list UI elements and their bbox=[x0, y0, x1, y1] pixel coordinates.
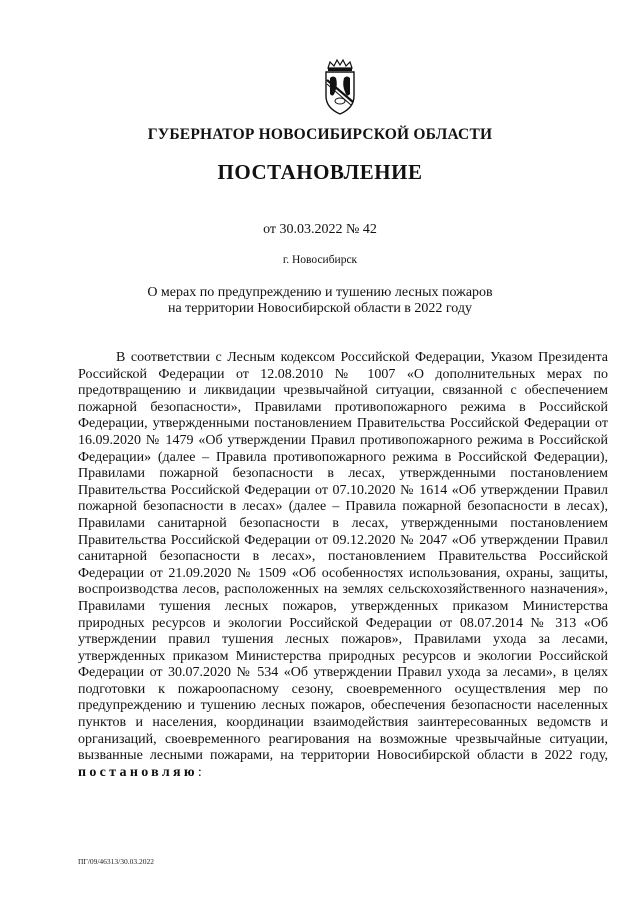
coat-of-arms-icon bbox=[318, 58, 362, 116]
date-and-number: от 30.03.2022 № 42 bbox=[263, 222, 377, 237]
preamble-section bbox=[78, 350, 608, 781]
document-type: ПОСТАНОВЛЕНИЕ bbox=[217, 160, 423, 184]
document-registration-code: ПГ/09/46313/30.03.2022 bbox=[78, 857, 155, 866]
subject-line-2: на территории Новосибирской области в 2022 году bbox=[167, 301, 473, 316]
city: г. Новосибирск bbox=[282, 254, 358, 266]
resolve-word: постановляю bbox=[78, 764, 198, 780]
subject-line-1: О мерах по предупреждению и тушению лесных пожаров bbox=[147, 285, 493, 300]
document-subject bbox=[0, 285, 640, 317]
preamble-text: В соответствии с Лесным кодексом Российской Федерации, Указом Президента Российской Федерации от 12.08.2010 № 1007 «О дополнительных мерах по предотвращению и ликвидации чрезвычайной ситуации, связанной с обеспечением пожарной безопасности», Правилами противопожарного режима в Российской Федерации, утвержденными постановлением Правительства Российской Федерации от 16.09.2020 № 1479 «Об утверждении Правил противопожарного режима в Российской Федерации» (далее – Правила противопожарного режима в Российской Федерации), Правилами пожарной безопасности в лесах, утвержденными постановлением Правительства Российской Федерации от 07.10.2020 № 1614 «Об утверждении Правил пожарной безопасности в лесах» (далее – Правила пожарной безопасности в лесах), Правилами санитарной безопасности в лесах, утвержденными постановлением Правительства Российской Федерации от 09.12.2020 № 2047 «Об утверждении Правил санитарной безопасности в лесах», постановлением Правительства Российской Федерации от 21.09.2020 № 1509 «Об особенностях использования, охраны, защиты, воспроизводства лесов, расположенных на землях сельскохозяйственного назначения», Правилами тушения лесных пожаров, утвержденных приказом Министерства природных ресурсов и экологии Российской Федерации от 08.07.2014 № 313 «Об утверждении правил тушения лесных пожаров», Правилами ухода за лесами, утвержденных приказом Министерства природных ресурсов и экологии Российской Федерации от 30.07.2020 № 534 «Об утверждении Правил ухода за лесами», в целях подготовки к пожароопасному сезону, своевременного осуществления мер по предупреждению и тушению лесных пожаров, обеспечения безопасности населенных пунктов и населения, координации взаимодействия заинтересованных ведомств и организаций, своевременного реагирования на возможные чрезвычайные ситуации, вызванные лесными пожарами, на территории Новосибирской области в 2022 году, bbox=[78, 350, 608, 764]
issuing-authority: ГУБЕРНАТОР НОВОСИБИРСКОЙ ОБЛАСТИ bbox=[147, 126, 493, 143]
preamble-paragraph bbox=[78, 350, 608, 781]
resolve-colon: : bbox=[197, 764, 202, 780]
